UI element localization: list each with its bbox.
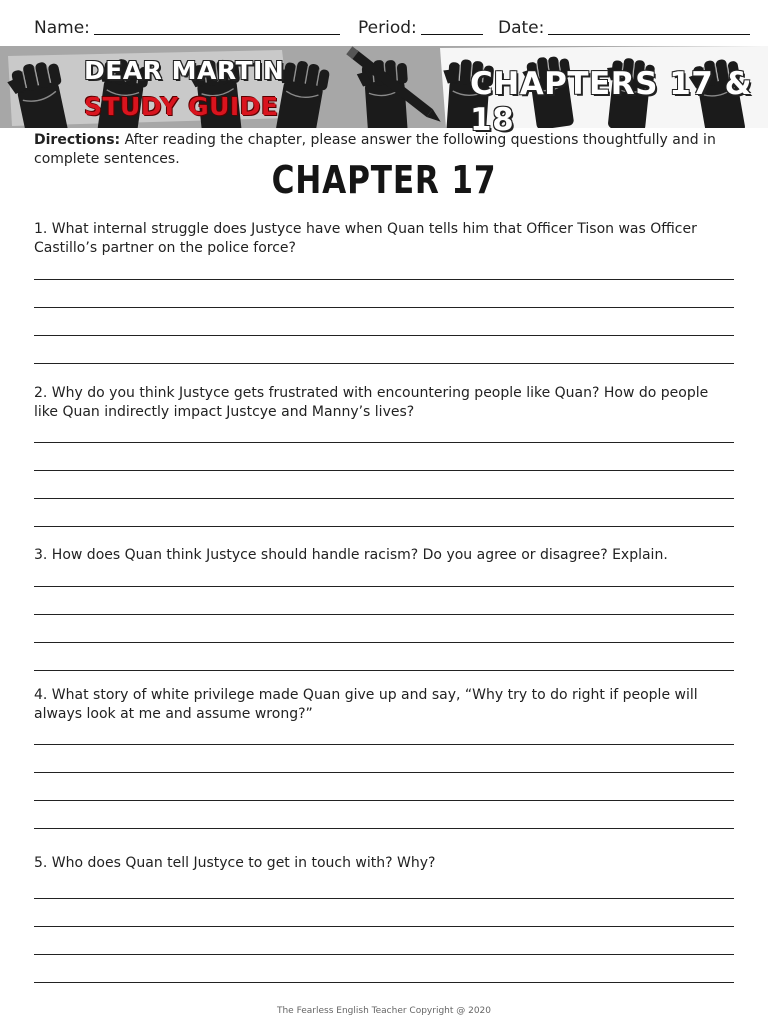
date-field[interactable] [498,18,750,38]
answer-line[interactable] [34,670,734,671]
banner-chapters-label: CHAPTERS 17 & 18 [470,66,753,138]
answer-line[interactable] [34,982,734,983]
answer-line[interactable] [34,470,734,471]
question-3: 3. How does Quan think Justyce should handle racism? Do you agree or disagree? Explain. [34,547,668,563]
answer-line[interactable] [34,335,734,336]
banner-title-study-guide: STUDY GUIDE [84,92,279,121]
answer-line[interactable] [34,898,734,899]
chapter-heading: CHAPTER 17 [271,158,497,202]
banner-title-dear-martin: DEAR MARTIN [84,56,285,85]
name-blank[interactable] [94,18,340,35]
name-field[interactable] [34,18,340,38]
answer-line[interactable] [34,442,734,443]
date-label: Date: [498,18,545,38]
period-blank[interactable] [421,18,483,35]
answer-line[interactable] [34,642,734,643]
answer-line[interactable] [34,526,734,527]
question-5: 5. Who does Quan tell Justyce to get in touch with? Why? [34,855,436,871]
answer-line[interactable] [34,279,734,280]
answer-line[interactable] [34,498,734,499]
copyright-footer: The Fearless English Teacher Copyright @ 2020 [276,1006,492,1016]
answer-line[interactable] [34,828,734,829]
answer-line[interactable] [34,744,734,745]
period-field[interactable] [358,18,483,38]
date-blank[interactable] [548,18,750,35]
period-label: Period: [358,18,417,38]
answer-line[interactable] [34,614,734,615]
answer-line[interactable] [34,800,734,801]
answer-line[interactable] [34,926,734,927]
answer-line[interactable] [34,954,734,955]
student-info-row [34,16,754,44]
answer-line[interactable] [34,772,734,773]
answer-line[interactable] [34,363,734,364]
question-2: 2. Why do you think Justyce gets frustrated with encountering people like Quan? How do people like Quan indirectly impact Justcye and Manny’s lives? [34,385,709,420]
directions-label: Directions: [34,132,121,148]
answer-line[interactable] [34,586,734,587]
answer-line[interactable] [34,307,734,308]
question-4: 4. What story of white privilege made Quan give up and say, “Why try to do right if people will always look at me and assume wrong?” [34,687,698,722]
name-label: Name: [34,18,90,38]
question-1: 1. What internal struggle does Justyce have when Quan tells him that Officer Tison was Officer Castillo’s partner on the police force? [34,221,697,256]
directions-body: After reading the chapter, please answer the following questions thoughtfully and in complete sentences. [34,132,716,167]
